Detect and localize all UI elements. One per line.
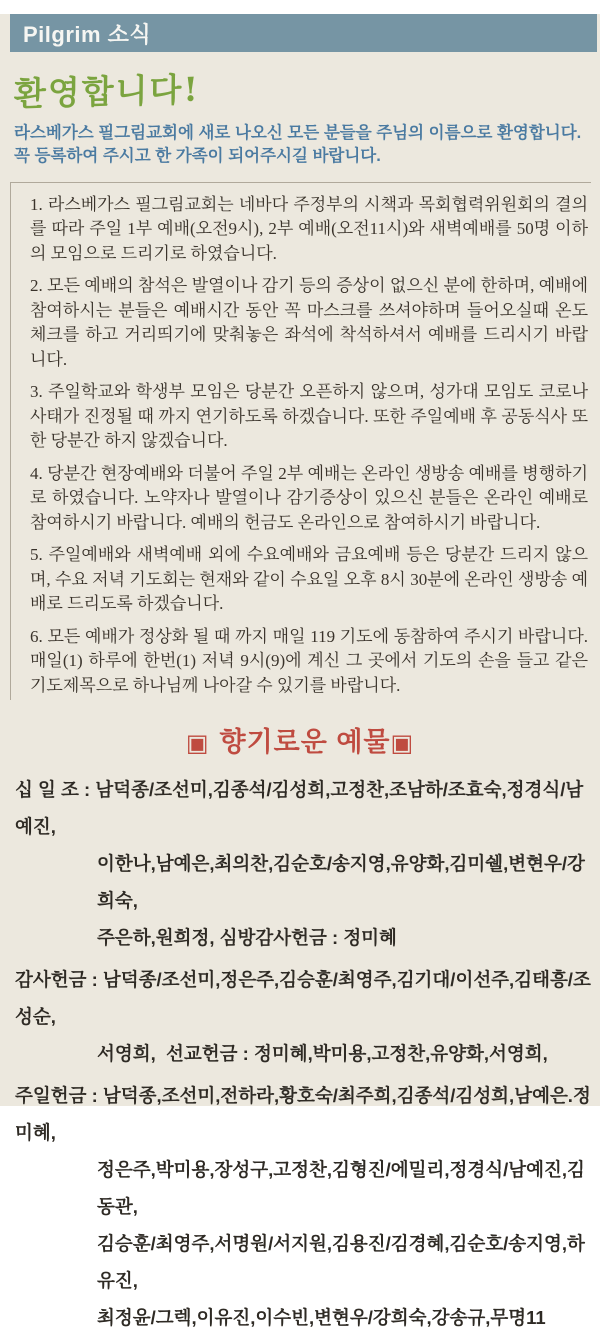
notice-box (10, 182, 591, 701)
filled-square-icon: ▣ (390, 730, 415, 758)
welcome-headline: 환영합니다! (13, 69, 201, 114)
bulletin-page (0, 14, 600, 1329)
offering-row: 최정윤/그렉,이유진,이수빈,변현우/강희숙,강송규,무명11 (97, 1307, 546, 1329)
offering-row: 김승훈/최영주,서명원/서지원,김용진/김경혜,김순호/송지영,하유진, (97, 1233, 585, 1292)
notice-paragraph-4: 4. 당분간 현장예배와 더불어 주일 2부 예배는 온라인 생방송 예배를 병행하기로 하였습니다. 노약자나 발열이나 감기증상이 있으신 분들은 온라인 예배로 참여하시기 바랍니다. 예배의 헌금도 온라인으로 참여하시기 바랍니다. (30, 463, 588, 532)
offering-row: 이한나,남예은,최의찬,김순호/송지영,유양화,김미쉘,변현우/강희숙, (97, 853, 585, 912)
offering-heading (0, 720, 600, 759)
notice-paragraph-2: 2. 모든 예배의 참석은 발열이나 감기 등의 증상이 없으신 분에 한하며, 예배에 참여하시는 분들은 예배시간 동안 꼭 마스크를 쓰셔야하며 들어오실때 온도체크를 하고 거리띄기에 맞춰놓은 좌석에 착석하셔서 예배를 드리시기 바랍니다. (30, 276, 588, 369)
offering-name-list (0, 771, 600, 1336)
offering-row-thanksgiving: 감사헌금 : 남덕종/조선미,정은주,김승훈/최영주,김기대/이선주,김태흥/조성순, (15, 969, 591, 1028)
notice-paragraph-3: 3. 주일학교와 학생부 모임은 당분간 오픈하지 않으며, 성가대 모임도 코로나 사태가 진정될 때 까지 연기하도록 하겠습니다. 또한 주일예배 후 공동식사 또한 당분간 하지 않겠습니다. (30, 382, 588, 451)
filled-square-icon: ▣ (185, 730, 210, 758)
notice-paragraph-5: 5. 주일예배와 새벽예배 외에 수요예배와 금요예배 등은 당분간 드리지 않으며, 수요 저녁 기도회는 현재와 같이 수요일 오후 8시 30분에 온라인 생방송 예배로 드리도록 하겠습니다. (30, 545, 588, 614)
welcome-message-line-1: 라스베가스 필그림교회에 새로 나오신 모든 분들을 주님의 이름으로 환영합니다. (14, 124, 582, 142)
offering-row: 서영희, 선교헌금 : 정미혜,박미용,고정찬,유양화,서영희, (97, 1043, 548, 1065)
offering-row: 정은주,박미용,장성구,고정찬,김형진/에밀리,정경식/남예진,김동관, (97, 1159, 585, 1218)
welcome-section (0, 52, 600, 169)
welcome-message-line-2: 꼭 등록하여 주시고 한 가족이 되어주시길 바랍니다. (14, 147, 381, 166)
offering-row: 주은하,원희정, 심방감사헌금 : 정미혜 (97, 927, 397, 949)
page-title: Pilgrim 소식 (23, 21, 152, 47)
offering-row-tithe: 십 일 조 : 남덕종/조선미,김종석/김성희,고정찬,조남하/조효숙,정경식/남예진, (15, 779, 584, 838)
offering-heading-text: 향기로운 예물 (219, 727, 391, 758)
header-bar (10, 14, 597, 52)
notice-paragraph-1: 1. 라스베가스 필그림교회는 네바다 주정부의 시책과 목회협력위원회의 결의를 따라 주일 1부 예배(오전9시), 2부 예배(오전11시)와 새벽예배를 50명 이하의 모임으로 드리기로 하였습니다. (30, 194, 588, 263)
notice-paragraph-6: 6. 모든 예배가 정상화 될 때 까지 매일 119 기도에 동참하여 주시기 바랍니다. 매일(1) 하루에 한번(1) 저녁 9시(9)에 계신 그 곳에서 기도의 손을 들고 같은 기도제목으로 하나님께 나아갈 수 있기를 바랍니다. (30, 626, 588, 695)
welcome-message (14, 122, 586, 169)
offering-row-sunday: 주일헌금 : 남덕종,조선미,전하라,황호숙/최주희,김종석/김성희,남예은.정미혜, (15, 1085, 591, 1144)
